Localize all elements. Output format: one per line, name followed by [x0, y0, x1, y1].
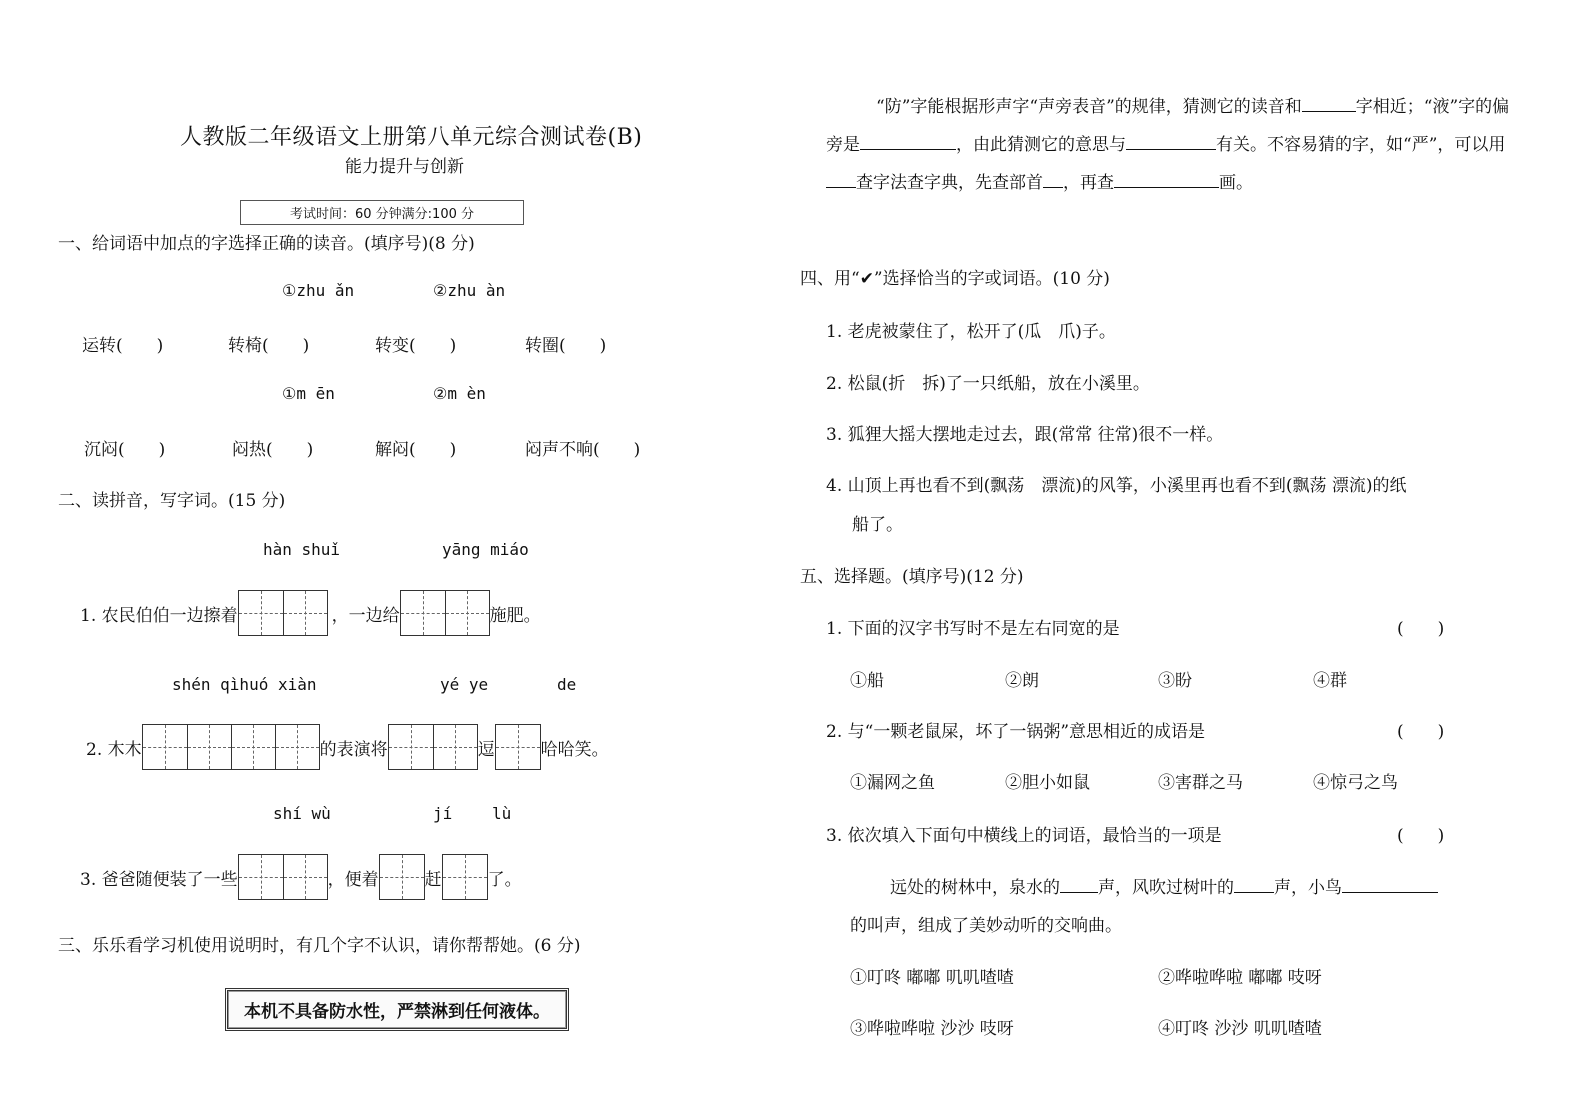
writing-grid[interactable] — [400, 590, 490, 636]
writing-grid[interactable] — [238, 590, 328, 636]
pinyin-option: ①m ēn — [282, 384, 335, 403]
pinyin-option: ②zhu àn — [433, 281, 506, 300]
mc-option[interactable]: ①船 — [850, 671, 884, 691]
sentence-part: 2. 木木 — [86, 739, 142, 760]
sentence-part: 赶 — [424, 869, 442, 890]
answer-blank[interactable] — [1126, 131, 1216, 150]
word-blank[interactable]: 闷声不响( ) — [525, 440, 641, 460]
sentence-part: 施肥。 — [489, 605, 541, 626]
mc-option[interactable]: ②朗 — [1005, 671, 1039, 691]
section3-heading: 三、乐乐看学习机使用说明时，有几个字不认识，请你帮帮她。(6 分) — [58, 936, 581, 956]
word-blank[interactable]: 运转( ) — [82, 336, 164, 356]
mc-question: 2. 与“一颗老鼠屎，坏了一锅粥”意思相近的成语是 — [826, 722, 1206, 742]
question-2-2 — [86, 724, 609, 770]
sentence-part: 的表演将 — [319, 739, 388, 760]
mc-option[interactable]: ③盼 — [1158, 671, 1192, 691]
word-blank[interactable]: 转椅( ) — [228, 336, 310, 356]
section3-paragraph: “防”字能根据形声字“声旁表音”的规律，猜测它的读音和 字相近；“液”字的偏旁是 ，由此猜测它的意思与 有关。不容易猜的字，如“严”，可以用查字法查字典，先查部首 ，再查 画。 — [826, 88, 1516, 202]
pinyin-option: ②m èn — [433, 384, 486, 403]
writing-grid[interactable] — [442, 854, 488, 900]
writing-grid[interactable] — [142, 724, 320, 770]
answer-blank[interactable] — [1060, 874, 1098, 893]
pinyin-prompt: yāng miáo — [442, 540, 529, 559]
question-2-1 — [80, 590, 541, 636]
answer-paren[interactable]: ( ) — [1397, 619, 1445, 639]
sentence-part: 逗 — [477, 739, 495, 760]
answer-blank[interactable] — [1043, 169, 1063, 188]
answer-blank[interactable] — [1302, 93, 1356, 112]
pinyin-option: ①zhu ǎn — [282, 281, 355, 300]
choice-item[interactable]: 4. 山顶上再也看不到(飘荡 漂流)的风筝，小溪里再也看不到(飘荡 漂流)的纸 — [826, 476, 1407, 496]
mc-option[interactable]: ②哗啦哗啦 嘟嘟 吱呀 — [1158, 968, 1322, 988]
answer-blank[interactable] — [1342, 874, 1438, 893]
pinyin-prompt: hàn shuǐ — [263, 540, 341, 559]
writing-grid[interactable] — [379, 854, 425, 900]
mc-option[interactable]: ③哗啦哗啦 沙沙 吱呀 — [850, 1019, 1014, 1039]
mc-option[interactable]: ①叮咚 嘟嘟 叽叽喳喳 — [850, 968, 1014, 988]
fill-sentence: 远处的树林中，泉水的 声，风吹过树叶的 声，小鸟 — [890, 873, 1438, 898]
answer-blank[interactable] — [1114, 169, 1219, 188]
section4-heading: 四、用“✔”选择恰当的字或词语。(10 分) — [800, 269, 1110, 289]
pinyin-prompt: lù — [492, 804, 512, 823]
mc-option[interactable]: ②胆小如鼠 — [1005, 773, 1090, 793]
pinyin-prompt: de — [557, 675, 577, 694]
mc-question: 1. 下面的汉字书写时不是左右同宽的是 — [826, 619, 1120, 639]
section5-heading: 五、选择题。(填序号)(12 分) — [800, 567, 1024, 587]
mc-option[interactable]: ④叮咚 沙沙 叽叽喳喳 — [1158, 1019, 1322, 1039]
choice-item[interactable]: 2. 松鼠(折 拆)了一只纸船，放在小溪里。 — [826, 374, 1150, 394]
mc-question: 3. 依次填入下面句中横线上的词语，最恰当的一项是 — [826, 826, 1222, 846]
sentence-part: 1. 农民伯伯一边擦着 — [80, 605, 238, 626]
word-blank[interactable]: 解闷( ) — [375, 440, 457, 460]
exam-info-box: 考试时间：60 分钟满分:100 分 — [240, 200, 524, 225]
writing-grid[interactable] — [495, 724, 541, 770]
pinyin-prompt: jí — [433, 804, 453, 823]
word-blank[interactable]: 闷热( ) — [232, 440, 314, 460]
sentence-part: 3. 爸爸随便装了一些 — [80, 869, 238, 890]
choice-item[interactable]: 3. 狐狸大摇大摆地走过去，跟(常常 往常)很不一样。 — [826, 425, 1224, 445]
answer-paren[interactable]: ( ) — [1397, 722, 1445, 742]
mc-option[interactable]: ④群 — [1313, 671, 1347, 691]
answer-blank[interactable] — [1234, 874, 1274, 893]
choice-item-continued: 船了。 — [852, 515, 903, 535]
pinyin-prompt: shí wù — [273, 804, 331, 823]
word-blank[interactable]: 沉闷( ) — [84, 440, 166, 460]
mc-option[interactable]: ③害群之马 — [1158, 773, 1243, 793]
notice-plaque: 本机不具备防水性，严禁淋到任何液体。 — [225, 988, 569, 1031]
pinyin-prompt: yé ye — [440, 675, 489, 694]
question-2-3 — [80, 854, 522, 900]
pinyin-prompt: shén qìhuó xiàn — [172, 675, 317, 694]
section1-heading: 一、给词语中加点的字选择正确的读音。(填序号)(8 分) — [58, 234, 475, 254]
mc-option[interactable]: ④惊弓之鸟 — [1313, 773, 1398, 793]
choice-item[interactable]: 1. 老虎被蒙住了，松开了(瓜 爪)子。 — [826, 322, 1116, 342]
section2-heading: 二、读拼音，写字词。(15 分) — [58, 491, 286, 511]
sentence-part: ，一边给 — [331, 605, 400, 626]
mc-option[interactable]: ①漏网之鱼 — [850, 773, 935, 793]
sentence-part: ，便着 — [327, 869, 379, 890]
answer-blank[interactable] — [826, 169, 856, 188]
page-subtitle: 能力提升与创新 — [345, 157, 464, 177]
answer-paren[interactable]: ( ) — [1397, 826, 1445, 846]
word-blank[interactable]: 转圈( ) — [525, 336, 607, 356]
writing-grid[interactable] — [388, 724, 478, 770]
fill-sentence-continued: 的叫声，组成了美妙动听的交响曲。 — [850, 916, 1122, 936]
answer-blank[interactable] — [860, 131, 956, 150]
sentence-part: 了。 — [487, 869, 522, 890]
page-title: 人教版二年级语文上册第八单元综合测试卷(B) — [180, 125, 643, 150]
word-blank[interactable]: 转变( ) — [375, 336, 457, 356]
writing-grid[interactable] — [238, 854, 328, 900]
sentence-part: 哈哈笑。 — [540, 739, 609, 760]
